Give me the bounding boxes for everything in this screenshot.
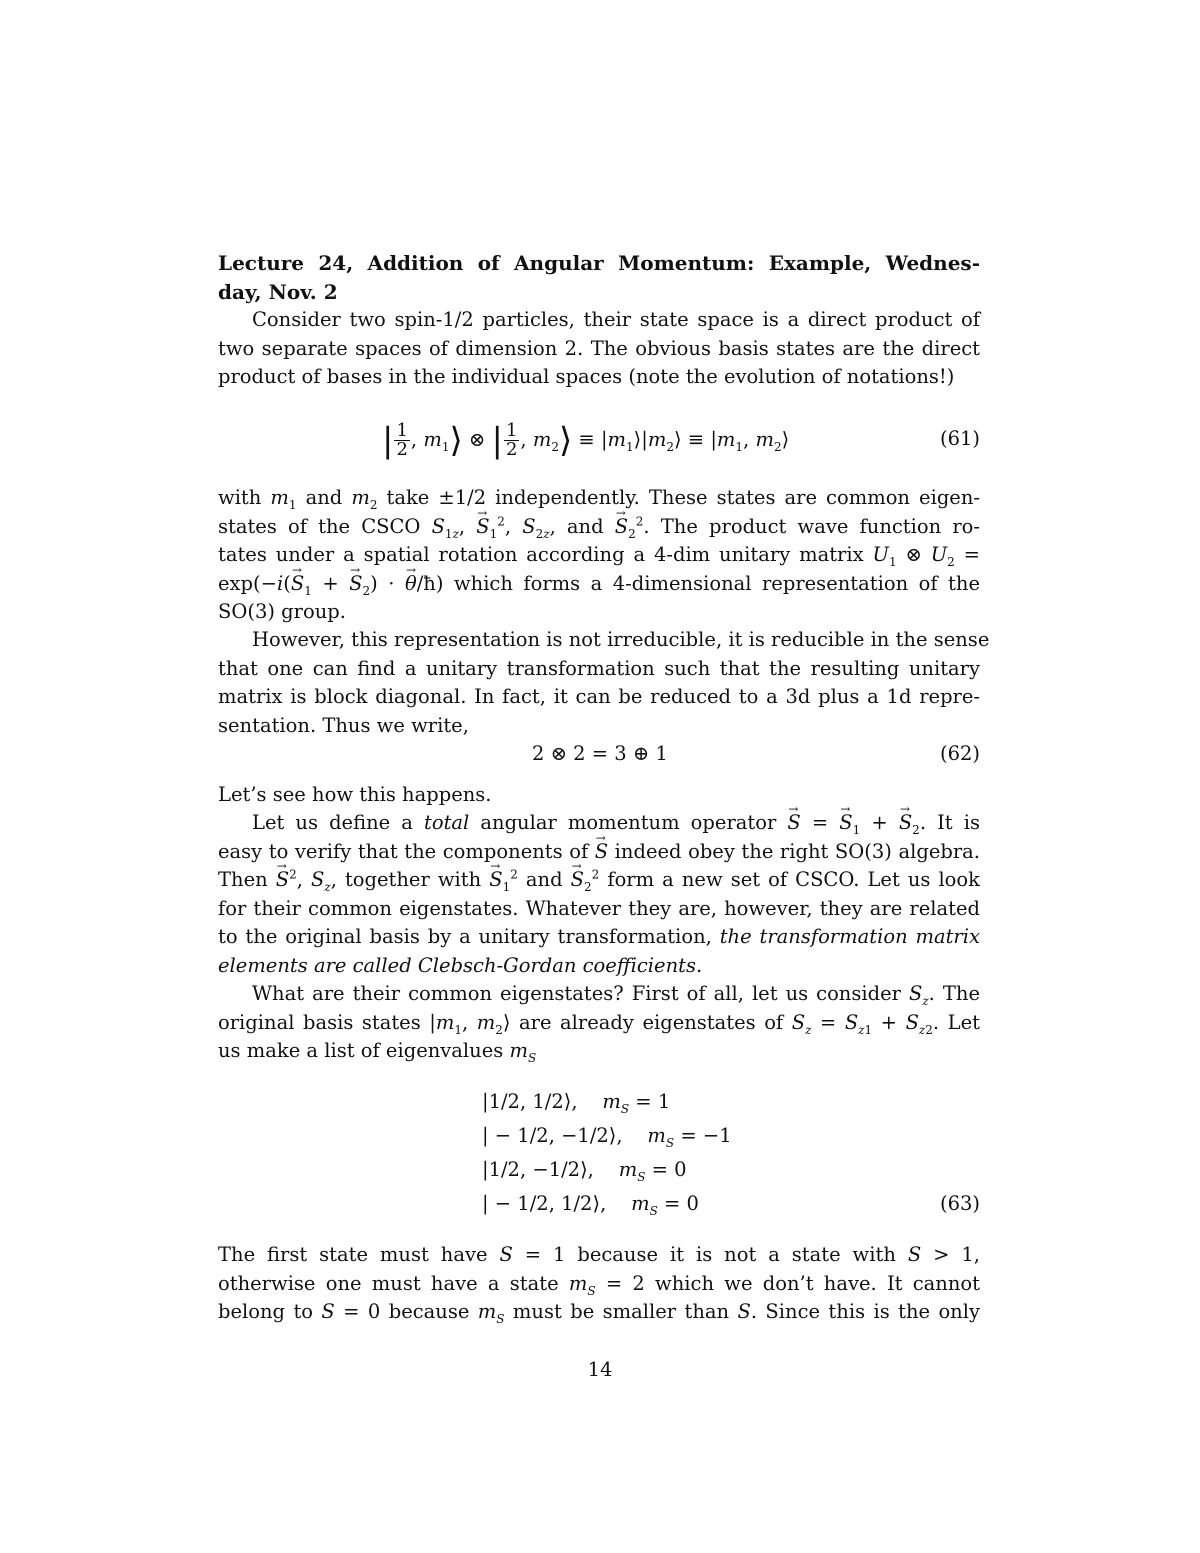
equation-61-number: (61) — [939, 427, 980, 450]
para3-line-2: that one can find a unitary transformation such that the resulting unitary — [218, 657, 980, 680]
para5-line-2: easy to verify that the components of → S indeed obey the right SO(3) algebra. — [218, 838, 980, 866]
para4-line: Let’s see how this happens. — [218, 783, 492, 806]
equation-62-body: 2 ⊗ 2 = 3 ⊕ 1 — [532, 742, 668, 765]
equation-62-number: (62) — [939, 742, 980, 765]
para2-line-2: states of the CSCO $S_{1z}$, → $S_1^2$, $S_{2z}$, and → $S_2^2$. The product wave function ro- — [218, 513, 980, 541]
equation-63-number: (63) — [939, 1192, 980, 1215]
equation-63-row-1: |1/2, 1/2⟩, $m_S = 1$ — [482, 1090, 671, 1116]
para5-line-6: elements are called Clebsch-Gordan coefficients. — [218, 954, 703, 977]
equation-61 — [218, 420, 980, 461]
para6-line-2: original basis states $|m_1$, $m_2⟩$ are already eigenstates of $S_z = S_{z1} + S_{z2}$. Let — [218, 1011, 980, 1037]
equation-63-row-2: | − 1/2, −1/2⟩, $m_S = -1$ — [482, 1124, 732, 1150]
equation-62 — [218, 737, 980, 771]
para6-line-1: What are their common eigenstates? First of all, let us consider $S_z$. The — [252, 982, 980, 1008]
para1-line-3: product of bases in the individual spaces (note the evolution of notations!) — [218, 365, 955, 388]
para2-line-4: $\exp(-i(\to S_1$ + → $S_2$) · → θ/ħ) which forms a 4-dimensional representation of the — [218, 570, 980, 598]
para5-line-5: to the original basis by a unitary transformation, the transformation matrix — [218, 925, 980, 948]
equation-63-row-4: | − 1/2, 1/2⟩, $m_S = 0$ — [482, 1192, 699, 1218]
equation-61-body: | $\frac{1}{2}$ , $m_1⟩$ ⊗ | $\frac{1}{2}$ , $m_2⟩$ ≡ $|m_1⟩|m_2⟩ \equiv |m_1$, $m_2⟩$ — [382, 420, 790, 461]
para7-line-3: belong to S = 0 because $m_S$ must be smaller than S. Since this is the only — [218, 1300, 980, 1326]
lecture-title-line-1: Lecture 24, Addition of Angular Momentum: Example, Wednes- — [218, 251, 980, 275]
para2-line-3: tates under a spatial rotation according a 4-dim unitary matrix $U_1$ ⊗ $U_2$ = — [218, 543, 980, 569]
para7-line-1: The first state must have S = 1 because it is not a state with S > 1, — [218, 1243, 981, 1266]
para5-line-3: Then → $S^2$, $S_z$, together with → $S_1^2$ and → $S_2^2$ form a new set of CSCO. Let us look — [218, 866, 980, 894]
para5-line-1: Let us define a total angular momentum operator → S = → $S_1$ + → $S_2$. It is — [218, 809, 980, 837]
para3-line-4: sentation. Thus we write, — [218, 714, 469, 737]
para2-line-5: SO(3) group. — [218, 600, 346, 623]
para3-line-1: However, this representation is not irreducible, it is reducible in the sense — [252, 628, 990, 651]
para2-line-1: with $m_1$ and $m_2$ take ±1/2 independently. These states are common eigen- — [218, 486, 980, 512]
lecture-title-line-2: day, Nov. 2 — [218, 280, 338, 304]
para3-line-3: matrix is block diagonal. In fact, it can be reduced to a 3d plus a 1d repre- — [218, 685, 980, 708]
equation-63-row-3: |1/2, −1/2⟩, $m_S = 0$ — [482, 1158, 687, 1184]
para7-line-2: otherwise one must have a state $m_S = 2$ which we don’t have. It cannot — [218, 1272, 980, 1298]
page-number: 14 — [587, 1358, 613, 1381]
para1-line-2: two separate spaces of dimension 2. The obvious basis states are the direct — [218, 337, 980, 360]
para5-line-4: for their common eigenstates. Whatever they are, however, they are related — [218, 897, 980, 920]
para1-line-1: Consider two spin-1/2 particles, their state space is a direct product of — [252, 308, 980, 331]
para6-line-3: us make a list of eigenvalues $m_S$ — [218, 1039, 537, 1065]
